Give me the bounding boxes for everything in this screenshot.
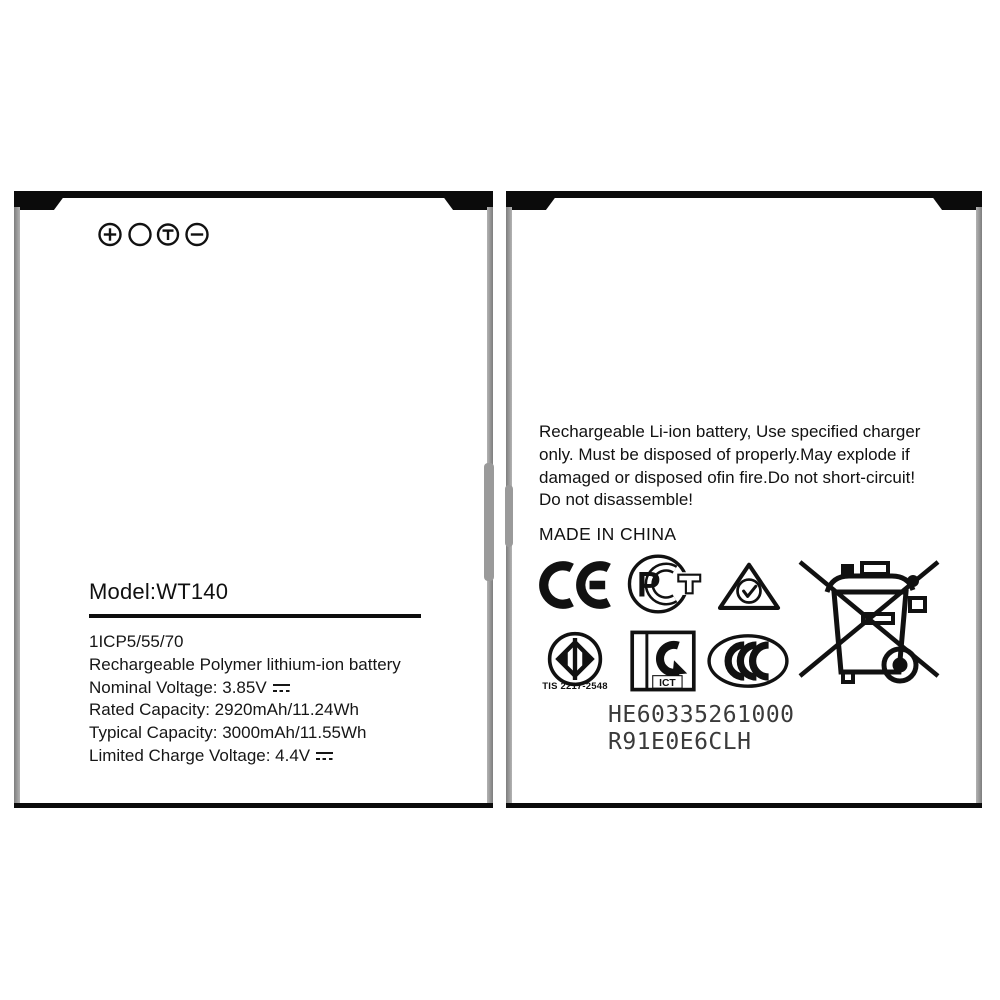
serial-numbers	[608, 702, 795, 756]
battery-corner-block	[439, 191, 493, 210]
weee-crossed-bin-icon	[794, 548, 944, 690]
battery-corner-block	[14, 191, 68, 210]
battery-side-edge	[976, 207, 982, 804]
spec-nominal-voltage	[89, 677, 421, 700]
spec-charge-voltage	[89, 745, 421, 768]
dc-symbol-icon	[273, 684, 290, 693]
battery-bottom-seal	[14, 803, 493, 808]
spec-cell-type: 1ICP5/55/70	[89, 632, 184, 651]
made-in-china-text: MADE IN CHINA	[539, 524, 677, 544]
battery-top-seal	[14, 191, 493, 198]
ict-mark-icon	[630, 630, 696, 692]
ce-mark-icon	[539, 556, 613, 614]
spec-text: Nominal Voltage: 3.85V	[89, 677, 267, 697]
spec-rated-capacity: Rated Capacity: 2920mAh/11.24Wh	[89, 700, 359, 720]
spec-typical-capacity: Typical Capacity: 3000mAh/11.55Wh	[89, 723, 367, 743]
battery-front-label	[14, 191, 493, 808]
dc-symbol-icon	[316, 752, 333, 761]
battery-bottom-seal	[506, 803, 982, 808]
serial-line-2: R91E0E6CLH	[608, 729, 752, 755]
divider-line	[89, 614, 421, 618]
battery-corner-block	[506, 191, 560, 210]
battery-side-edge	[14, 207, 20, 804]
warning-line: Do not disassemble!	[539, 490, 694, 510]
svg-text:P: P	[637, 565, 661, 605]
ccc-mark-icon	[706, 632, 790, 690]
warning-line: damaged or disposed ofin fire.Do not short-circuit!	[539, 467, 916, 487]
warning-line: only. Must be disposed of properly.May explode if	[539, 444, 910, 464]
battery-connector-tab	[505, 485, 513, 547]
svg-text:ICT: ICT	[659, 677, 676, 689]
model-number: Model:WT140	[89, 579, 229, 604]
spec-chemistry: Rechargeable Polymer lithium-ion battery	[89, 654, 401, 674]
spec-text: Limited Charge Voltage: 4.4V	[89, 745, 311, 765]
battery-connector-tab	[484, 463, 494, 581]
battery-top-seal	[506, 191, 982, 198]
tis-number-label: TIS 2217-2548	[542, 681, 608, 692]
serial-line-1: HE60335261000	[608, 702, 795, 728]
battery-corner-block	[928, 191, 982, 210]
model-spec-block	[89, 579, 421, 768]
tis-mark-icon	[546, 630, 604, 688]
safety-warning-text	[539, 421, 959, 512]
terminal-symbols	[98, 222, 210, 252]
rcm-mark-icon	[714, 560, 784, 614]
pct-eac-mark-icon	[626, 552, 702, 616]
terminal-contacts-icon	[98, 222, 210, 247]
spec-list	[89, 631, 421, 768]
warning-line: Rechargeable Li-ion battery, Use specified charger	[539, 422, 921, 441]
battery-back-label	[506, 191, 982, 808]
